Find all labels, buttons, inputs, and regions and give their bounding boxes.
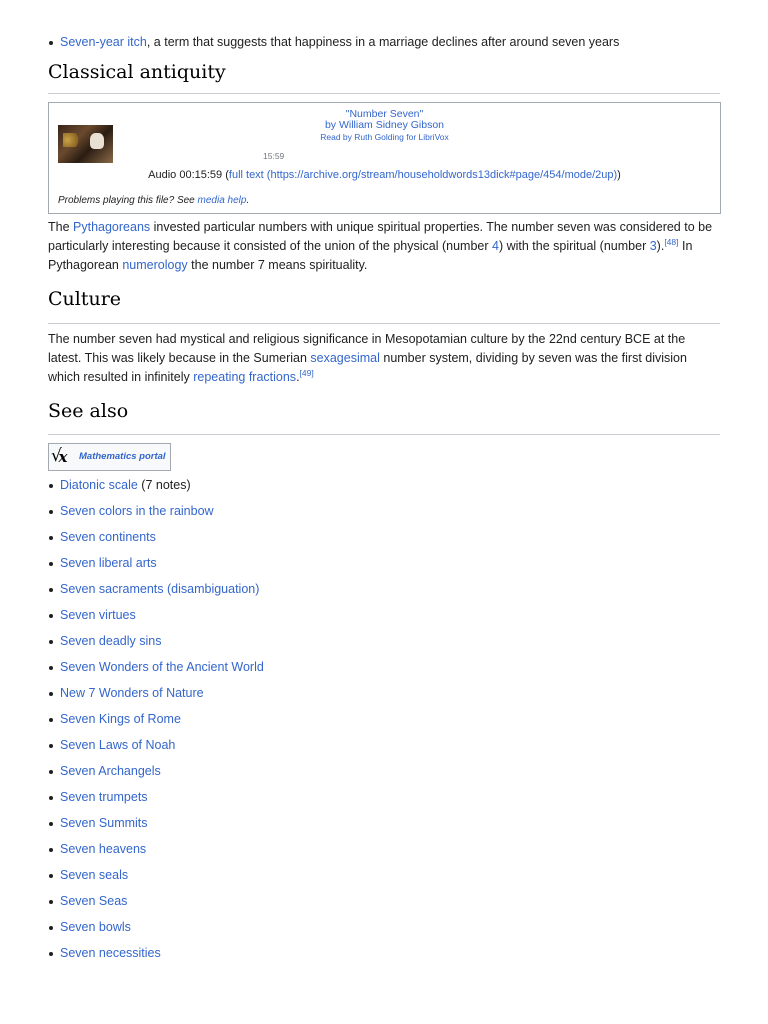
audio-caption: [49, 168, 720, 182]
list-item: [48, 34, 720, 50]
number-4-link[interactable]: 4: [492, 239, 499, 253]
see-also-link[interactable]: Seven Laws of Noah: [60, 738, 176, 752]
see-also-link[interactable]: Seven deadly sins: [60, 634, 162, 648]
see-also-link[interactable]: Seven Kings of Rome: [60, 712, 181, 726]
text-run: invested particular numbers with unique spiritual properties. The number seven was considered to be particularly interesting because it consisted of the union of the physical (number: [48, 220, 713, 253]
top-bullet-list: [48, 34, 720, 50]
list-item: [48, 607, 720, 633]
gramophone-horn-shape: [63, 133, 85, 147]
list-item-text: , a term that suggests that happiness in a marriage declines after around seven years: [146, 35, 620, 49]
see-also-link[interactable]: Seven trumpets: [60, 790, 148, 804]
list-item: [48, 685, 720, 711]
numerology-link[interactable]: numerology: [122, 258, 188, 272]
dog-shape: [90, 133, 104, 149]
list-item: [48, 737, 720, 763]
see-also-link[interactable]: Seven continents: [60, 530, 156, 544]
section-see-also: [48, 399, 720, 435]
see-also-link[interactable]: Seven liberal arts: [60, 556, 157, 570]
number-3-link[interactable]: 3: [649, 239, 657, 253]
audio-player-box: [48, 102, 721, 214]
see-also-link[interactable]: Seven seals: [60, 868, 129, 882]
sexagesimal-link[interactable]: sexagesimal: [310, 351, 380, 365]
audio-title-block: [49, 109, 720, 143]
list-item: [48, 893, 720, 919]
repeating-fractions-link[interactable]: repeating fractions: [193, 370, 297, 384]
audio-title-link[interactable]: "Number Seven": [345, 108, 424, 120]
text-run: the number 7 means spirituality.: [187, 258, 368, 272]
seven-year-itch-link[interactable]: Seven-year itch: [60, 35, 147, 49]
see-also-link[interactable]: Seven virtues: [60, 608, 136, 622]
reference-48-link[interactable]: [48]: [664, 236, 679, 247]
list-item: [48, 763, 720, 789]
audio-duration: 15:59: [263, 151, 285, 161]
square-root-x-icon: √ x: [52, 446, 74, 468]
mathematics-portal-box[interactable]: [48, 443, 171, 471]
audio-thumbnail-image[interactable]: [58, 125, 113, 163]
list-item: [48, 477, 720, 503]
text-run: ).: [656, 239, 665, 253]
list-item: [48, 841, 720, 867]
list-item: [48, 789, 720, 815]
see-also-link[interactable]: Seven colors in the rainbow: [60, 504, 214, 518]
text-run: The number seven had mystical and religious significance in Mesopotamian culture by the 22nd century BCE at the latest. This was likely because in the Sumerian: [48, 332, 686, 365]
section-heading: Culture: [48, 288, 122, 310]
see-also-link[interactable]: Seven sacraments (disambiguation): [60, 582, 260, 596]
list-item: [48, 815, 720, 841]
list-item: [48, 867, 720, 893]
section-culture: [48, 287, 720, 324]
mathematics-portal-link[interactable]: Mathematics portal: [79, 451, 166, 462]
pythagoreans-paragraph: [48, 218, 720, 275]
text-run: The: [48, 220, 74, 234]
audio-reader-link[interactable]: Read by Ruth Golding for LibriVox: [320, 132, 449, 142]
list-item: [48, 581, 720, 607]
audio-caption-suffix: ): [617, 169, 621, 181]
section-classical-antiquity: [48, 58, 720, 94]
see-also-link[interactable]: Seven Wonders of the Ancient World: [60, 660, 264, 674]
see-also-list: [48, 477, 720, 971]
list-item: [48, 659, 720, 685]
section-heading: Classical antiquity: [48, 61, 226, 83]
audio-problems-note: [58, 195, 249, 206]
pythagoreans-link[interactable]: Pythagoreans: [73, 220, 151, 234]
section-heading: See also: [48, 400, 129, 422]
text-run: number system, dividing by seven was the first division which resulted in infinitely: [48, 351, 687, 384]
reference-49-link[interactable]: [49]: [299, 367, 314, 378]
list-item: [48, 529, 720, 555]
media-help-link[interactable]: media help: [197, 195, 247, 206]
see-also-link[interactable]: Seven heavens: [60, 842, 147, 856]
see-also-link[interactable]: Seven Summits: [60, 816, 148, 830]
text-run: .: [296, 370, 300, 384]
audio-author-link[interactable]: by William Sidney Gibson: [324, 119, 445, 131]
audio-caption-prefix: Audio 00:15:59 (: [148, 169, 229, 181]
see-also-link[interactable]: New 7 Wonders of Nature: [60, 686, 204, 700]
list-item: [48, 555, 720, 581]
list-item: [48, 711, 720, 737]
full-text-link[interactable]: full text (https://archive.org/stream/householdwords13dick#page/454/mode/2up): [228, 169, 618, 181]
see-also-link[interactable]: Seven bowls: [60, 920, 131, 934]
culture-paragraph: [48, 330, 720, 387]
see-also-link[interactable]: Seven Seas: [60, 894, 128, 908]
text-run: ) with the spiritual (number: [498, 239, 650, 253]
list-item: [48, 503, 720, 529]
see-also-link[interactable]: Seven Archangels: [60, 764, 161, 778]
text-run: In Pythagorean: [48, 239, 693, 272]
see-also-link[interactable]: Diatonic scale: [60, 478, 138, 492]
list-item-note: (7 notes): [137, 478, 191, 492]
problems-end: .: [246, 195, 250, 206]
see-also-link[interactable]: Seven necessities: [60, 946, 161, 960]
list-item: [48, 945, 720, 971]
list-item: [48, 633, 720, 659]
list-item: [48, 919, 720, 945]
problems-text: Problems playing this file? See: [58, 195, 198, 206]
